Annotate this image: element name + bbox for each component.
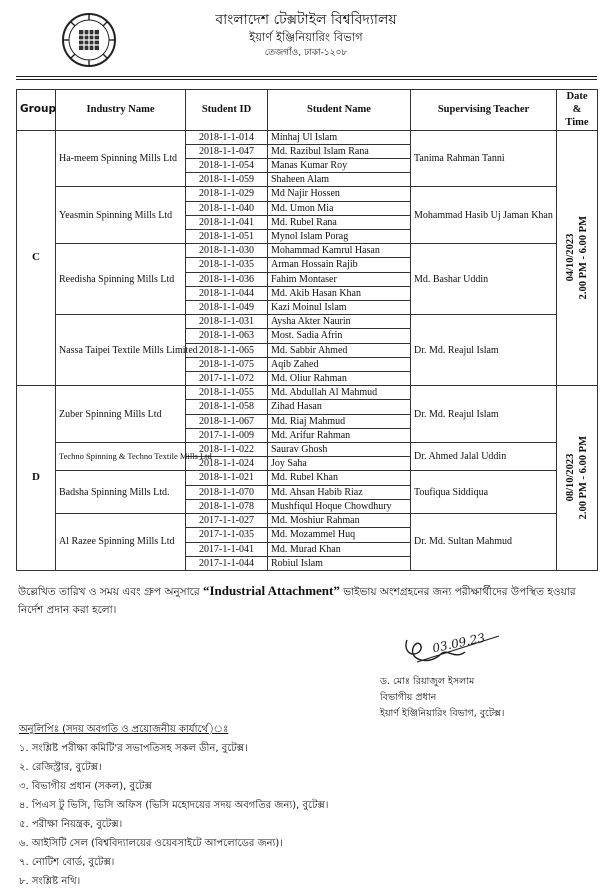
student-id: 2017-1-1-035 xyxy=(186,528,268,542)
industry-name: Nassa Taipei Textile Mills Limited xyxy=(56,315,186,386)
student-name: Md. Moshiur Rahman xyxy=(268,514,411,528)
table-row xyxy=(17,514,598,528)
student-id: 2018-1-1-036 xyxy=(186,272,268,286)
student-name: Saurav Ghosh xyxy=(268,443,411,457)
student-id: 2018-1-1-040 xyxy=(186,201,268,215)
signatory-block xyxy=(380,674,504,722)
student-id: 2018-1-1-075 xyxy=(186,357,268,371)
student-name: Shaheen Alam xyxy=(268,173,411,187)
header-student-id: Student ID xyxy=(186,90,268,131)
student-name: Md. Razibul Islam Rana xyxy=(268,144,411,158)
student-id: 2018-1-1-078 xyxy=(186,499,268,513)
header-group: Group xyxy=(17,90,56,131)
student-id: 2018-1-1-065 xyxy=(186,343,268,357)
supervising-teacher: Dr. Md. Sultan Mahmud xyxy=(411,514,557,571)
supervising-teacher: Toufiqua Siddiqua xyxy=(411,471,557,514)
signatory-name: ড. মোঃ রিয়াজুল ইসলাম xyxy=(380,676,475,687)
student-name: Aqib Zahed xyxy=(268,357,411,371)
copy-item: ৩. বিভাগীয় প্রধান (সকল), বুটেক্স xyxy=(19,781,152,792)
exam-time: 2.00 PM - 6.00 PM xyxy=(578,436,589,520)
student-id: 2018-1-1-054 xyxy=(186,159,268,173)
student-id: 2018-1-1-047 xyxy=(186,144,268,158)
copy-item: ১. সংশ্লিষ্ট পরীক্ষা কমিটি'র সভাপতিসহ সকল ডীন, বুটেক্স। xyxy=(19,743,248,754)
schedule-table xyxy=(16,89,598,571)
supervising-teacher: Tanima Rahman Tanni xyxy=(411,130,557,187)
student-id: 2017-1-1-009 xyxy=(186,428,268,442)
copy-item: ২. রেজিস্ট্রার, বুটেক্স। xyxy=(19,762,102,773)
student-id: 2018-1-1-021 xyxy=(186,471,268,485)
student-id: 2018-1-1-022 xyxy=(186,443,268,457)
student-name: Manas Kumar Roy xyxy=(268,159,411,173)
student-name: Minhaj Ul Islam xyxy=(268,130,411,144)
student-id: 2017-1-1-044 xyxy=(186,556,268,570)
industry-name: Zuber Spinning Mills Ltd xyxy=(56,386,186,443)
university-name: বাংলাদেশ টেক্সটাইল বিশ্ববিদ্যালয় xyxy=(215,12,397,28)
student-name: Mynol Islam Porag xyxy=(268,230,411,244)
signature-date: 03.09.23 xyxy=(431,630,487,656)
table-row xyxy=(17,471,598,485)
copy-item: ৫. পরীক্ষা নিয়ন্ত্রক, বুটেক্স। xyxy=(19,819,123,830)
student-name: Aysha Akter Naurin xyxy=(268,315,411,329)
student-name: Md. Umon Mia xyxy=(268,201,411,215)
student-id: 2017-1-1-041 xyxy=(186,542,268,556)
industry-name: Ha-meem Spinning Mills Ltd xyxy=(56,130,186,187)
student-id: 2018-1-1-031 xyxy=(186,315,268,329)
student-name: Kazi Moinul Islam xyxy=(268,301,411,315)
student-id: 2018-1-1-063 xyxy=(186,329,268,343)
copy-item: ৬. আইসিটি সেল (বিশ্ববিদ্যালয়ের ওয়েবসাইটে আপলোডের জন্য)। xyxy=(19,838,283,849)
student-id: 2018-1-1-044 xyxy=(186,286,268,300)
student-name: Md. Arifur Rahman xyxy=(268,428,411,442)
industry-name: Techno Spinning & Techno Textile Mills Ltd xyxy=(56,443,186,471)
header-divider xyxy=(16,76,597,77)
student-id: 2018-1-1-041 xyxy=(186,215,268,229)
student-id: 2018-1-1-058 xyxy=(186,400,268,414)
table-row xyxy=(17,187,598,201)
student-name: Md. Rubel Khan xyxy=(268,471,411,485)
copy-list xyxy=(19,720,328,891)
group-cell: D xyxy=(17,386,56,571)
student-id: 2018-1-1-059 xyxy=(186,173,268,187)
exam-date: 04/10/2023 xyxy=(565,234,576,282)
student-name: Md. Oliur Rahman xyxy=(268,372,411,386)
student-name: Md. Riaj Mahmud xyxy=(268,414,411,428)
copy-item: ৭. নোটিশ বোর্ড, বুটেক্স। xyxy=(19,857,115,868)
student-id: 2018-1-1-024 xyxy=(186,457,268,471)
table-row xyxy=(17,386,598,400)
student-id: 2018-1-1-030 xyxy=(186,244,268,258)
student-id: 2018-1-1-014 xyxy=(186,130,268,144)
copy-item: ৪. পিএস টু ভিসি, ভিসি অফিস (ভিসি মহোদয়ের সদয় অবগতির জন্য), বুটেক্স। xyxy=(19,800,329,811)
student-name: Mohammad Kamrul Hasan xyxy=(268,244,411,258)
industry-name: Al Razee Spinning Mills Ltd xyxy=(56,514,186,571)
group-cell: C xyxy=(17,130,56,386)
student-id: 2018-1-1-070 xyxy=(186,485,268,499)
student-id: 2018-1-1-051 xyxy=(186,230,268,244)
student-name: Fahim Montaser xyxy=(268,272,411,286)
copy-item: ৮. সংশ্লিষ্ট নথি। xyxy=(19,876,81,887)
student-name: Mushfiqul Hoque Chowdhury xyxy=(268,499,411,513)
date-time-cell xyxy=(557,386,598,571)
industry-name: Yeasmin Spinning Mills Ltd xyxy=(56,187,186,244)
student-name: Md. Akib Hasan Khan xyxy=(268,286,411,300)
table-row xyxy=(17,130,598,144)
address: তেজগাঁও, ঢাকা-১২০৮ xyxy=(264,48,348,58)
date-time-cell xyxy=(557,130,598,386)
copy-heading: অনুলিপিঃ (সদয় অবগতি ও প্রয়োজনীয় কার্যার্থে)ঃ xyxy=(19,724,229,735)
industry-name: Badsha Spinning Mills Ltd. xyxy=(56,471,186,514)
student-name: Md. Abdullah Al Mahmud xyxy=(268,386,411,400)
signatory-title: বিভাগীয় প্রধান xyxy=(380,692,437,703)
industry-name: Reedisha Spinning Mills Ltd xyxy=(56,244,186,315)
table-row xyxy=(17,315,598,329)
table-row xyxy=(17,443,598,457)
student-name: Zihad Hasan xyxy=(268,400,411,414)
table-header-row xyxy=(17,90,598,131)
student-id: 2017-1-1-072 xyxy=(186,372,268,386)
exam-time: 2.00 PM - 6.00 PM xyxy=(578,216,589,300)
student-name: Md. Mozammel Huq xyxy=(268,528,411,542)
supervising-teacher: Md. Bashar Uddin xyxy=(411,244,557,315)
student-name: Md. Ahsan Habib Riaz xyxy=(268,485,411,499)
department-name: ইয়ার্ণ ইঞ্জিনিয়ারিং বিভাগ xyxy=(249,30,363,44)
supervising-teacher: Mohammad Hasib Uj Jaman Khan xyxy=(411,187,557,244)
student-name: Arman Hossain Rajib xyxy=(268,258,411,272)
student-name: Joy Saha xyxy=(268,457,411,471)
student-id: 2018-1-1-055 xyxy=(186,386,268,400)
date-time-text xyxy=(564,216,590,299)
signatory-dept: ইয়ার্ণ ইঞ্জিনিয়ারিং বিভাগ, বুটেক্স। xyxy=(380,708,505,719)
header-industry: Industry Name xyxy=(56,90,186,131)
notice-text: উল্লেখিত তারিখ ও সময় এবং গ্রুপ অনুসারে “Industrial Attachment” ভাইভায় অংশগ্রহনের জন্য পরীক্ষার্থীদের উপস্থিত হওয়ার নির্দেশ প্রদান করা হলো। xyxy=(18,583,576,616)
student-name: Md Najir Hossen xyxy=(268,187,411,201)
student-name: Most. Sadia Afrin xyxy=(268,329,411,343)
notice-highlight: “Industrial Attachment” xyxy=(203,583,340,598)
student-name: Md. Rubel Rana xyxy=(268,215,411,229)
header-divider xyxy=(16,79,597,80)
student-id: 2018-1-1-049 xyxy=(186,301,268,315)
header-date-time: Date & Time xyxy=(557,90,598,131)
student-id: 2018-1-1-029 xyxy=(186,187,268,201)
student-id: 2017-1-1-027 xyxy=(186,514,268,528)
supervising-teacher: Dr. Md. Reajul Islam xyxy=(411,315,557,386)
supervising-teacher: Dr. Ahmed Jalal Uddin xyxy=(411,443,557,471)
student-name: Robiul Islam xyxy=(268,556,411,570)
header-teacher: Supervising Teacher xyxy=(411,90,557,131)
student-id: 2018-1-1-067 xyxy=(186,414,268,428)
date-time-text xyxy=(564,436,590,519)
student-id: 2018-1-1-035 xyxy=(186,258,268,272)
exam-date: 08/10/2023 xyxy=(565,454,576,502)
header-student-name: Student Name xyxy=(268,90,411,131)
table-row xyxy=(17,244,598,258)
supervising-teacher: Dr. Md. Reajul Islam xyxy=(411,386,557,443)
student-name: Md. Murad Khan xyxy=(268,542,411,556)
student-name: Md. Sabbir Ahmed xyxy=(268,343,411,357)
